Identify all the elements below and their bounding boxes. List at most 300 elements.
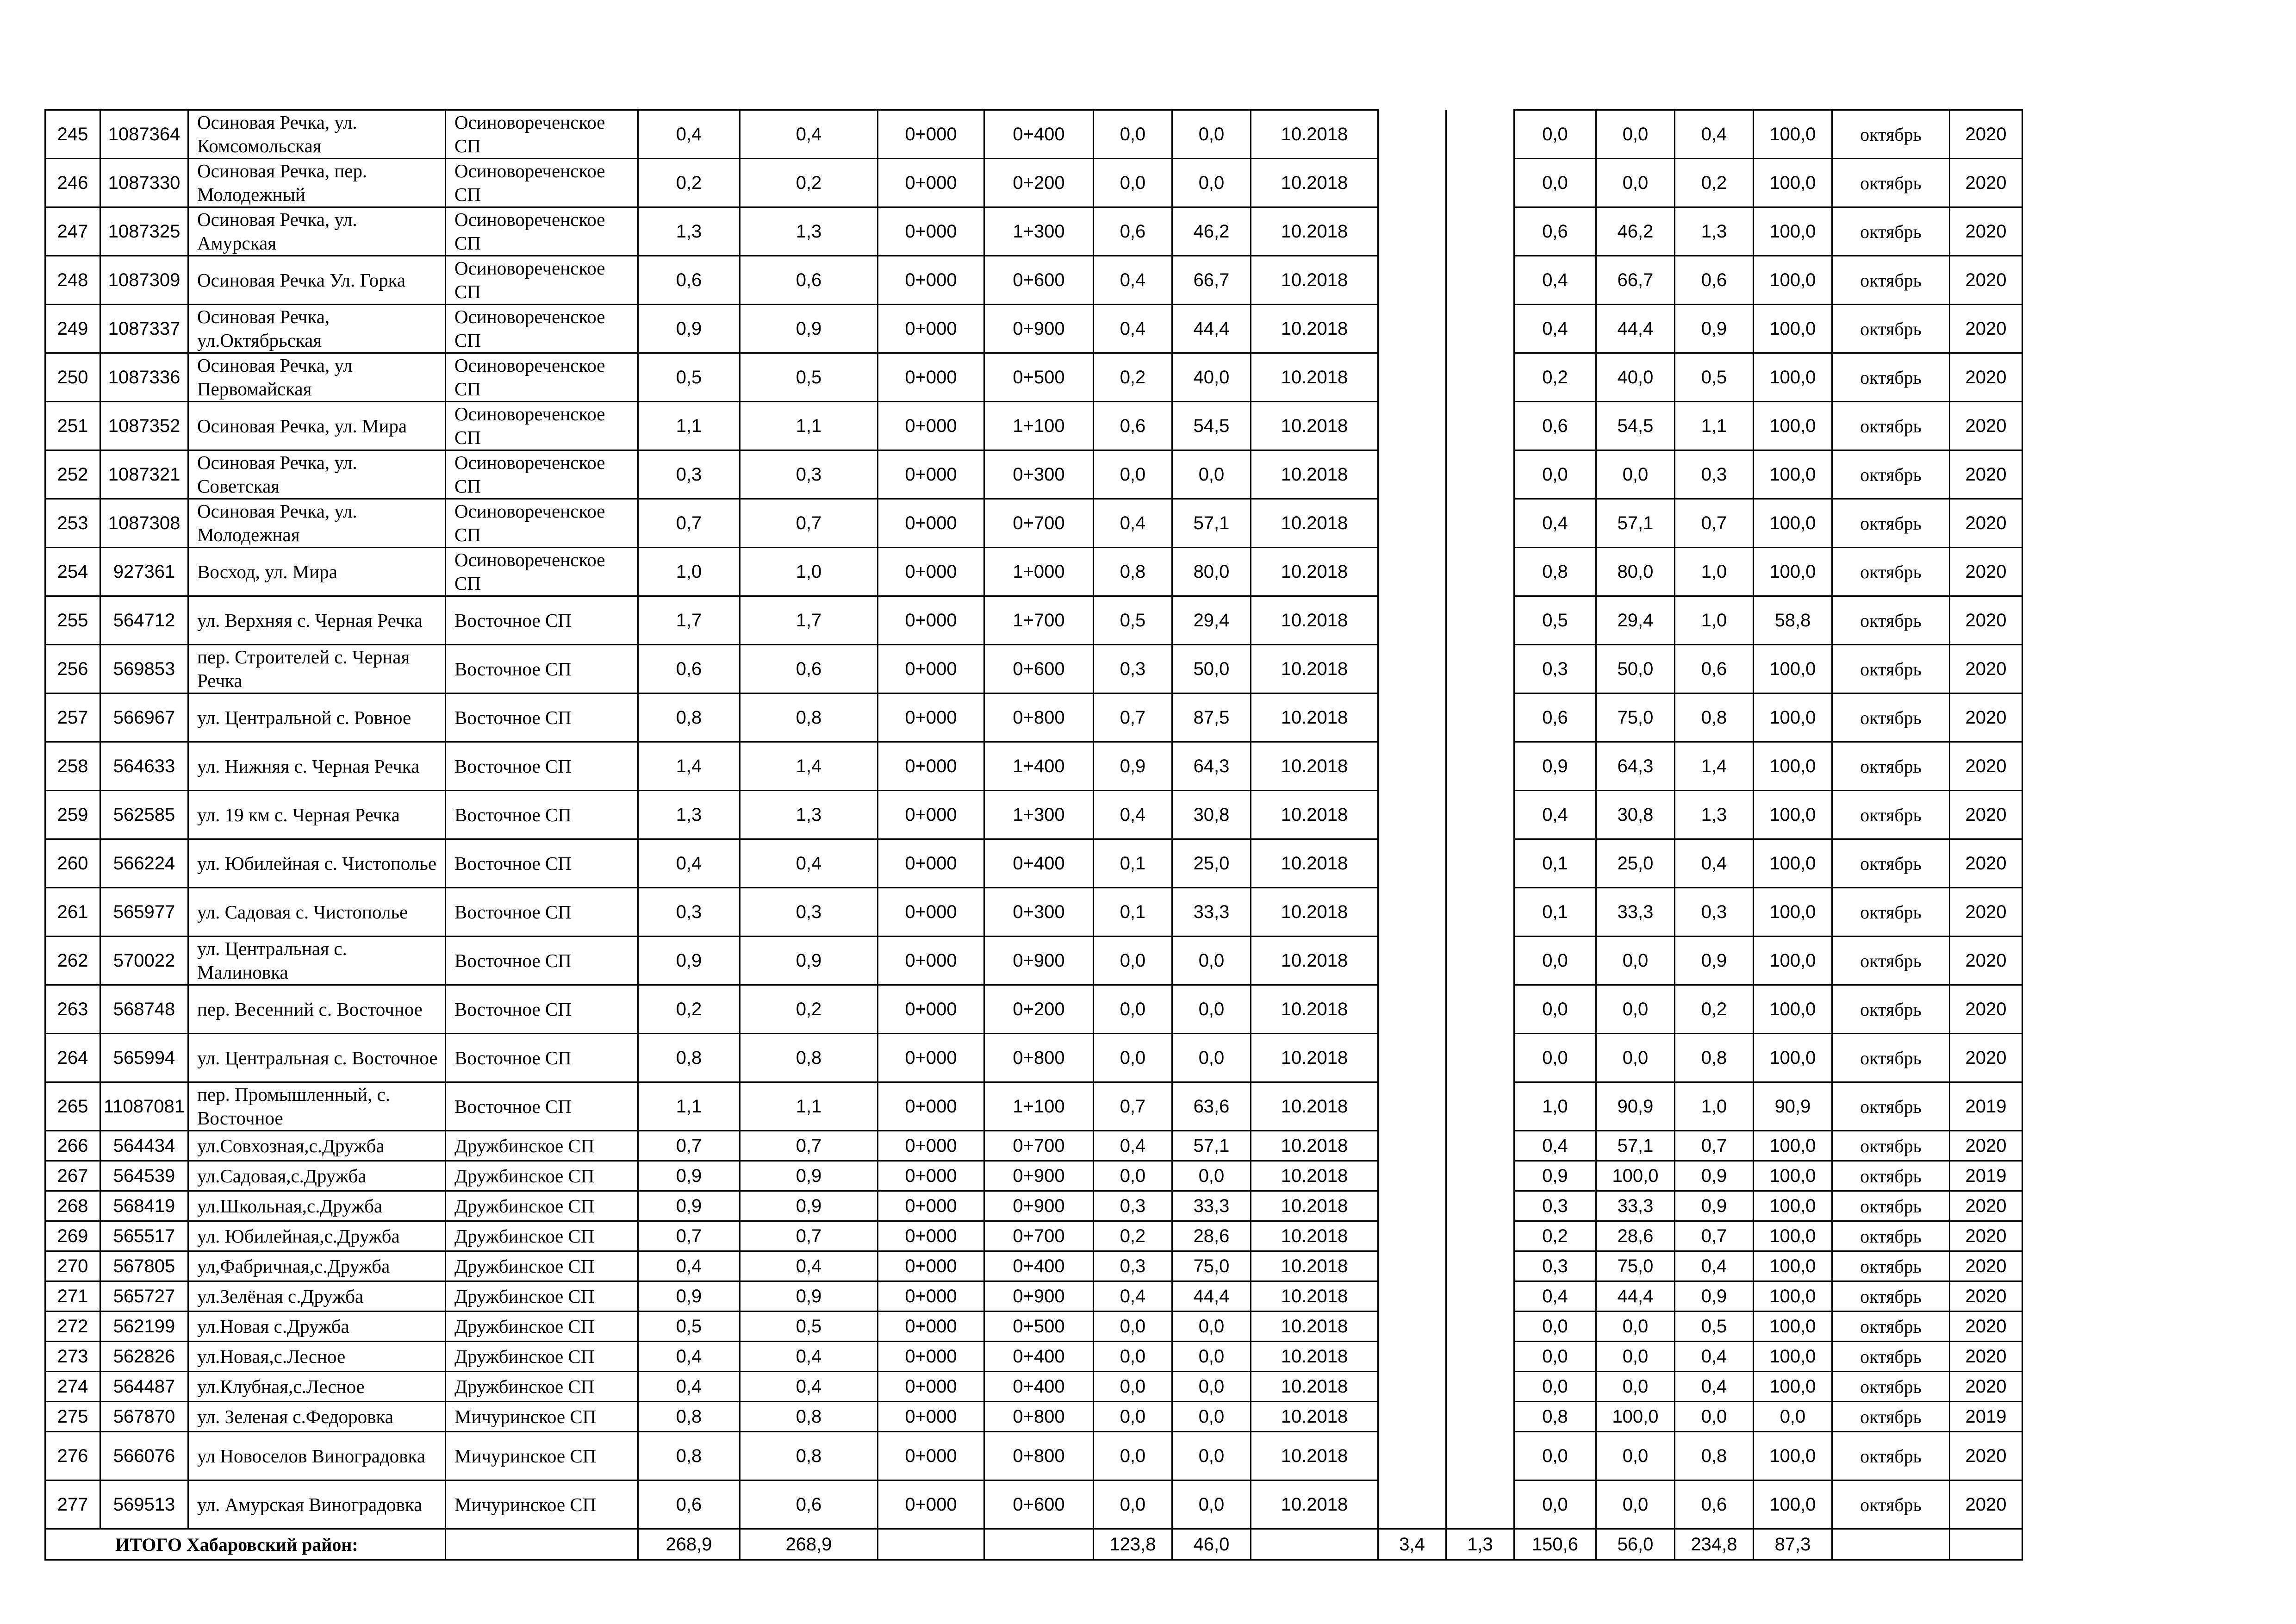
- cell-settlement: Дружбинскоe СП: [446, 1251, 638, 1281]
- cell-percent-repaired: 50,0: [1172, 645, 1251, 693]
- cell-chainage-end: 0+900: [984, 305, 1094, 353]
- cell-month: октябрь: [1832, 1281, 1950, 1312]
- cell-chainage-end: 0+700: [984, 1131, 1094, 1161]
- cell-percent-planned: 100,0: [1754, 207, 1832, 256]
- cell-chainage-end: 0+700: [984, 1221, 1094, 1251]
- cell-road-id: 1087364: [100, 110, 188, 159]
- cell-length-planned: 0,3: [1675, 450, 1754, 499]
- cell-chainage-end: 0+600: [984, 645, 1094, 693]
- cell-year: 2020: [1950, 305, 2022, 353]
- cell-road-id: 564434: [100, 1131, 188, 1161]
- cell-road-id: 565517: [100, 1221, 188, 1251]
- cell-length-normative: 0,9: [1514, 742, 1596, 791]
- cell-percent-repaired: 0,0: [1172, 1432, 1251, 1480]
- cell-settlement: Мичуринское СП: [446, 1432, 638, 1480]
- cell-length-repaired: 0,8: [1094, 548, 1172, 596]
- cell-row-number: 268: [45, 1191, 100, 1221]
- total-cell-chainage-start: [878, 1529, 984, 1560]
- cell-row-number: 263: [45, 985, 100, 1034]
- cell-percent-repaired: 0,0: [1172, 1034, 1251, 1082]
- cell-length-planned: 0,7: [1675, 1131, 1754, 1161]
- cell-road-id: 562826: [100, 1342, 188, 1372]
- cell-length-normative: 0,4: [1514, 791, 1596, 839]
- cell-length-total: 0,8: [638, 1034, 740, 1082]
- cell-percent-repaired: 63,6: [1172, 1082, 1251, 1131]
- cell-chainage-start: 0+000: [878, 1221, 984, 1251]
- total-cell-length-normative: 150,6: [1514, 1529, 1596, 1560]
- cell-chainage-start: 0+000: [878, 791, 984, 839]
- cell-month: октябрь: [1832, 1221, 1950, 1251]
- cell-road-name: ул. Центральная с. Восточное: [188, 1034, 446, 1082]
- cell-survey-date: 10.2018: [1251, 596, 1378, 645]
- cell-survey-date: 10.2018: [1251, 548, 1378, 596]
- cell-road-name: ул Новоселов Виноградовка: [188, 1432, 446, 1480]
- cell-percent-planned: 100,0: [1754, 256, 1832, 305]
- cell-percent-planned: 100,0: [1754, 499, 1832, 548]
- cell-survey-date: 10.2018: [1251, 1251, 1378, 1281]
- cell-length-repaired: 0,0: [1094, 1161, 1172, 1191]
- cell-chainage-start: 0+000: [878, 985, 984, 1034]
- cell-row-number: 254: [45, 548, 100, 596]
- total-cell-percent-planned: 87,3: [1754, 1529, 1832, 1560]
- cell-length-total: 0,7: [638, 1221, 740, 1251]
- cell-year: 2020: [1950, 1342, 2022, 1372]
- cell-road-name: Осиновая Речка, ул.Октябрьская: [188, 305, 446, 353]
- cell-extra-1: [1378, 548, 1446, 596]
- cell-row-number: 258: [45, 742, 100, 791]
- cell-length-total: 0,9: [638, 937, 740, 985]
- cell-extra-2: [1446, 937, 1514, 985]
- cell-survey-date: 10.2018: [1251, 839, 1378, 888]
- cell-extra-1: [1378, 1191, 1446, 1221]
- cell-month: октябрь: [1832, 839, 1950, 888]
- cell-row-number: 266: [45, 1131, 100, 1161]
- cell-percent-repaired: 87,5: [1172, 693, 1251, 742]
- cell-survey-date: 10.2018: [1251, 159, 1378, 207]
- cell-row-number: 246: [45, 159, 100, 207]
- cell-survey-date: 10.2018: [1251, 1082, 1378, 1131]
- cell-percent-repaired: 29,4: [1172, 596, 1251, 645]
- cell-settlement: Осиновореченское СП: [446, 499, 638, 548]
- cell-settlement: Дружбинскоe СП: [446, 1221, 638, 1251]
- cell-percent-normative: 75,0: [1596, 693, 1675, 742]
- table-row: [45, 207, 2022, 256]
- cell-length-planned: 1,0: [1675, 596, 1754, 645]
- cell-length-repaired: 0,1: [1094, 888, 1172, 937]
- cell-length-repaired: 0,4: [1094, 1131, 1172, 1161]
- cell-settlement: Дружбинскоe СП: [446, 1131, 638, 1161]
- cell-chainage-start: 0+000: [878, 548, 984, 596]
- cell-length-planned: 0,2: [1675, 985, 1754, 1034]
- cell-length-normative: 0,6: [1514, 402, 1596, 450]
- cell-row-number: 259: [45, 791, 100, 839]
- cell-road-name: ул. Юбилейная,с.Дружба: [188, 1221, 446, 1251]
- cell-extra-1: [1378, 353, 1446, 402]
- cell-extra-2: [1446, 1131, 1514, 1161]
- cell-road-id: 564633: [100, 742, 188, 791]
- cell-survey-date: 10.2018: [1251, 693, 1378, 742]
- cell-length-2: 1,4: [740, 742, 878, 791]
- cell-percent-normative: 44,4: [1596, 305, 1675, 353]
- cell-length-2: 1,1: [740, 1082, 878, 1131]
- cell-extra-2: [1446, 1161, 1514, 1191]
- cell-percent-normative: 30,8: [1596, 791, 1675, 839]
- cell-settlement: Восточное СП: [446, 937, 638, 985]
- cell-extra-2: [1446, 839, 1514, 888]
- cell-length-normative: 0,3: [1514, 645, 1596, 693]
- cell-extra-2: [1446, 256, 1514, 305]
- cell-percent-planned: 100,0: [1754, 1281, 1832, 1312]
- cell-chainage-start: 0+000: [878, 1034, 984, 1082]
- cell-percent-repaired: 0,0: [1172, 110, 1251, 159]
- cell-road-id: 562199: [100, 1312, 188, 1342]
- cell-length-2: 1,3: [740, 791, 878, 839]
- cell-extra-2: [1446, 645, 1514, 693]
- table-row: [45, 159, 2022, 207]
- cell-year: 2020: [1950, 839, 2022, 888]
- cell-percent-normative: 0,0: [1596, 985, 1675, 1034]
- cell-length-total: 1,3: [638, 207, 740, 256]
- cell-year: 2020: [1950, 499, 2022, 548]
- cell-chainage-end: 0+600: [984, 256, 1094, 305]
- cell-year: 2019: [1950, 1402, 2022, 1432]
- cell-settlement: Дружбинскоe СП: [446, 1161, 638, 1191]
- cell-row-number: 265: [45, 1082, 100, 1131]
- cell-extra-1: [1378, 159, 1446, 207]
- cell-percent-planned: 100,0: [1754, 1034, 1832, 1082]
- cell-length-normative: 0,0: [1514, 985, 1596, 1034]
- cell-percent-repaired: 0,0: [1172, 937, 1251, 985]
- cell-extra-1: [1378, 937, 1446, 985]
- cell-road-name: Осиновая Речка, пер. Молодежный: [188, 159, 446, 207]
- cell-month: октябрь: [1832, 1191, 1950, 1221]
- table-row: [45, 645, 2022, 693]
- cell-length-2: 0,6: [740, 256, 878, 305]
- cell-road-id: 568419: [100, 1191, 188, 1221]
- cell-road-id: 566967: [100, 693, 188, 742]
- cell-row-number: 262: [45, 937, 100, 985]
- cell-survey-date: 10.2018: [1251, 1161, 1378, 1191]
- cell-chainage-end: 1+400: [984, 742, 1094, 791]
- cell-length-total: 0,3: [638, 888, 740, 937]
- cell-chainage-end: 0+400: [984, 110, 1094, 159]
- cell-length-repaired: 0,0: [1094, 1034, 1172, 1082]
- cell-settlement: Восточное СП: [446, 888, 638, 937]
- cell-road-id: 564539: [100, 1161, 188, 1191]
- cell-percent-repaired: 33,3: [1172, 888, 1251, 937]
- cell-road-name: пер. Весенний с. Восточное: [188, 985, 446, 1034]
- cell-extra-2: [1446, 1034, 1514, 1082]
- cell-row-number: 255: [45, 596, 100, 645]
- cell-length-total: 0,4: [638, 1251, 740, 1281]
- cell-length-planned: 1,1: [1675, 402, 1754, 450]
- cell-month: октябрь: [1832, 1372, 1950, 1402]
- cell-month: октябрь: [1832, 791, 1950, 839]
- cell-year: 2020: [1950, 1221, 2022, 1251]
- cell-length-planned: 0,4: [1675, 1251, 1754, 1281]
- cell-length-total: 1,0: [638, 548, 740, 596]
- cell-month: октябрь: [1832, 1402, 1950, 1432]
- cell-length-normative: 0,0: [1514, 110, 1596, 159]
- cell-survey-date: 10.2018: [1251, 985, 1378, 1034]
- cell-length-repaired: 0,4: [1094, 305, 1172, 353]
- cell-chainage-end: 0+800: [984, 693, 1094, 742]
- cell-year: 2020: [1950, 1251, 2022, 1281]
- cell-chainage-end: 1+700: [984, 596, 1094, 645]
- cell-extra-2: [1446, 1281, 1514, 1312]
- cell-length-repaired: 0,5: [1094, 596, 1172, 645]
- cell-extra-1: [1378, 1402, 1446, 1432]
- cell-road-name: ул. 19 км с. Черная Речка: [188, 791, 446, 839]
- cell-percent-planned: 100,0: [1754, 888, 1832, 937]
- cell-settlement: Осиновореченское СП: [446, 548, 638, 596]
- cell-percent-planned: 100,0: [1754, 110, 1832, 159]
- cell-length-total: 0,4: [638, 1372, 740, 1402]
- cell-year: 2020: [1950, 110, 2022, 159]
- cell-chainage-end: 1+300: [984, 791, 1094, 839]
- cell-month: октябрь: [1832, 985, 1950, 1034]
- total-cell-percent-normative: 56,0: [1596, 1529, 1675, 1560]
- cell-chainage-start: 0+000: [878, 596, 984, 645]
- cell-percent-planned: 100,0: [1754, 1191, 1832, 1221]
- cell-extra-1: [1378, 791, 1446, 839]
- cell-length-normative: 0,0: [1514, 1034, 1596, 1082]
- cell-percent-repaired: 0,0: [1172, 450, 1251, 499]
- cell-chainage-start: 0+000: [878, 353, 984, 402]
- cell-survey-date: 10.2018: [1251, 1342, 1378, 1372]
- cell-extra-1: [1378, 1281, 1446, 1312]
- cell-survey-date: 10.2018: [1251, 1480, 1378, 1529]
- cell-road-name: ул. Центральной с. Ровное: [188, 693, 446, 742]
- cell-length-2: 0,9: [740, 937, 878, 985]
- cell-year: 2020: [1950, 548, 2022, 596]
- cell-length-repaired: 0,6: [1094, 207, 1172, 256]
- cell-year: 2020: [1950, 1191, 2022, 1221]
- cell-settlement: Восточное СП: [446, 596, 638, 645]
- cell-length-total: 1,7: [638, 596, 740, 645]
- cell-chainage-start: 0+000: [878, 1480, 984, 1529]
- cell-length-planned: 0,7: [1675, 499, 1754, 548]
- cell-year: 2020: [1950, 1372, 2022, 1402]
- cell-percent-planned: 100,0: [1754, 937, 1832, 985]
- cell-extra-1: [1378, 645, 1446, 693]
- cell-length-2: 1,3: [740, 207, 878, 256]
- cell-length-planned: 0,9: [1675, 1281, 1754, 1312]
- cell-length-2: 0,6: [740, 645, 878, 693]
- cell-chainage-start: 0+000: [878, 499, 984, 548]
- cell-length-2: 0,4: [740, 1372, 878, 1402]
- cell-length-repaired: 0,0: [1094, 1402, 1172, 1432]
- cell-settlement: Восточное СП: [446, 839, 638, 888]
- cell-length-total: 0,5: [638, 1312, 740, 1342]
- table-row: [45, 1480, 2022, 1529]
- cell-length-normative: 0,1: [1514, 839, 1596, 888]
- cell-month: октябрь: [1832, 1312, 1950, 1342]
- cell-percent-repaired: 54,5: [1172, 402, 1251, 450]
- cell-chainage-end: 0+300: [984, 450, 1094, 499]
- cell-length-planned: 0,4: [1675, 839, 1754, 888]
- cell-chainage-end: 1+000: [984, 548, 1094, 596]
- cell-road-id: 565727: [100, 1281, 188, 1312]
- cell-percent-planned: 100,0: [1754, 742, 1832, 791]
- cell-length-normative: 0,8: [1514, 1402, 1596, 1432]
- cell-percent-planned: 100,0: [1754, 985, 1832, 1034]
- cell-chainage-end: 0+800: [984, 1402, 1094, 1432]
- cell-length-repaired: 0,4: [1094, 256, 1172, 305]
- cell-extra-1: [1378, 1342, 1446, 1372]
- cell-settlement: Восточное СП: [446, 1082, 638, 1131]
- table-row: [45, 1312, 2022, 1342]
- cell-month: октябрь: [1832, 693, 1950, 742]
- cell-extra-2: [1446, 1342, 1514, 1372]
- cell-percent-normative: 0,0: [1596, 1342, 1675, 1372]
- cell-percent-repaired: 0,0: [1172, 1342, 1251, 1372]
- cell-row-number: 260: [45, 839, 100, 888]
- cell-length-normative: 0,4: [1514, 305, 1596, 353]
- cell-year: 2020: [1950, 353, 2022, 402]
- cell-length-normative: 0,0: [1514, 1342, 1596, 1372]
- cell-length-total: 0,7: [638, 1131, 740, 1161]
- cell-percent-normative: 0,0: [1596, 1312, 1675, 1342]
- cell-length-repaired: 0,2: [1094, 353, 1172, 402]
- cell-road-name: Осиновая Речка, ул. Мира: [188, 402, 446, 450]
- cell-length-planned: 0,5: [1675, 1312, 1754, 1342]
- cell-length-total: 0,9: [638, 305, 740, 353]
- cell-survey-date: 10.2018: [1251, 791, 1378, 839]
- cell-extra-2: [1446, 1402, 1514, 1432]
- cell-road-name: пер. Строителей с. Черная Речка: [188, 645, 446, 693]
- cell-chainage-start: 0+000: [878, 1281, 984, 1312]
- cell-length-2: 0,4: [740, 839, 878, 888]
- cell-year: 2020: [1950, 1312, 2022, 1342]
- cell-length-repaired: 0,9: [1094, 742, 1172, 791]
- cell-extra-1: [1378, 1034, 1446, 1082]
- table-row: [45, 888, 2022, 937]
- cell-survey-date: 10.2018: [1251, 402, 1378, 450]
- cell-length-normative: 0,0: [1514, 159, 1596, 207]
- table-row: [45, 1034, 2022, 1082]
- cell-length-repaired: 0,0: [1094, 1312, 1172, 1342]
- cell-length-planned: 0,9: [1675, 1191, 1754, 1221]
- cell-percent-repaired: 44,4: [1172, 305, 1251, 353]
- cell-row-number: 256: [45, 645, 100, 693]
- cell-length-normative: 0,3: [1514, 1191, 1596, 1221]
- cell-year: 2020: [1950, 888, 2022, 937]
- cell-percent-repaired: 28,6: [1172, 1221, 1251, 1251]
- cell-length-planned: 0,8: [1675, 1432, 1754, 1480]
- cell-chainage-start: 0+000: [878, 110, 984, 159]
- cell-length-planned: 0,9: [1675, 937, 1754, 985]
- cell-length-normative: 0,6: [1514, 207, 1596, 256]
- cell-extra-2: [1446, 1251, 1514, 1281]
- cell-chainage-end: 0+400: [984, 1251, 1094, 1281]
- cell-road-name: ул.Новая с.Дружба: [188, 1312, 446, 1342]
- total-cell-length-repaired: 123,8: [1094, 1529, 1172, 1560]
- cell-survey-date: 10.2018: [1251, 742, 1378, 791]
- cell-chainage-end: 1+300: [984, 207, 1094, 256]
- cell-road-name: ул. Амурская Виноградовка: [188, 1480, 446, 1529]
- cell-road-name: Осиновая Речка, ул. Амурская: [188, 207, 446, 256]
- cell-year: 2020: [1950, 645, 2022, 693]
- cell-length-repaired: 0,0: [1094, 937, 1172, 985]
- table-row: [45, 937, 2022, 985]
- cell-length-2: 0,7: [740, 1221, 878, 1251]
- cell-chainage-start: 0+000: [878, 1402, 984, 1432]
- cell-length-2: 0,2: [740, 159, 878, 207]
- cell-percent-repaired: 57,1: [1172, 499, 1251, 548]
- table-row: [45, 693, 2022, 742]
- cell-extra-1: [1378, 1082, 1446, 1131]
- cell-survey-date: 10.2018: [1251, 1402, 1378, 1432]
- cell-extra-2: [1446, 402, 1514, 450]
- cell-year: 2020: [1950, 1131, 2022, 1161]
- cell-road-name: ул. Зеленая с.Федоровка: [188, 1402, 446, 1432]
- cell-chainage-end: 0+900: [984, 1161, 1094, 1191]
- cell-percent-repaired: 0,0: [1172, 985, 1251, 1034]
- cell-length-planned: 1,0: [1675, 548, 1754, 596]
- cell-length-2: 0,8: [740, 693, 878, 742]
- cell-row-number: 247: [45, 207, 100, 256]
- cell-percent-normative: 0,0: [1596, 937, 1675, 985]
- cell-survey-date: 10.2018: [1251, 305, 1378, 353]
- cell-survey-date: 10.2018: [1251, 256, 1378, 305]
- cell-length-repaired: 0,0: [1094, 1432, 1172, 1480]
- cell-percent-normative: 54,5: [1596, 402, 1675, 450]
- total-cell-survey-date: [1251, 1529, 1378, 1560]
- cell-road-name: ул. Нижняя с. Черная Речка: [188, 742, 446, 791]
- cell-year: 2020: [1950, 159, 2022, 207]
- cell-length-normative: 0,5: [1514, 596, 1596, 645]
- cell-length-repaired: 0,1: [1094, 839, 1172, 888]
- cell-length-2: 0,9: [740, 1161, 878, 1191]
- table-row: [45, 256, 2022, 305]
- cell-chainage-end: 0+400: [984, 839, 1094, 888]
- table-row: [45, 1082, 2022, 1131]
- cell-road-id: 569513: [100, 1480, 188, 1529]
- cell-length-planned: 0,3: [1675, 888, 1754, 937]
- cell-percent-repaired: 0,0: [1172, 159, 1251, 207]
- cell-chainage-start: 0+000: [878, 402, 984, 450]
- cell-month: октябрь: [1832, 1251, 1950, 1281]
- cell-extra-2: [1446, 1312, 1514, 1342]
- cell-length-repaired: 0,7: [1094, 1082, 1172, 1131]
- cell-percent-repaired: 0,0: [1172, 1480, 1251, 1529]
- cell-percent-normative: 66,7: [1596, 256, 1675, 305]
- cell-length-2: 0,4: [740, 1251, 878, 1281]
- cell-survey-date: 10.2018: [1251, 353, 1378, 402]
- cell-road-name: ул,Фабричная,с.Дружба: [188, 1251, 446, 1281]
- cell-percent-planned: 100,0: [1754, 1312, 1832, 1342]
- cell-road-name: ул.Клубная,с.Лесное: [188, 1372, 446, 1402]
- cell-length-repaired: 0,0: [1094, 1342, 1172, 1372]
- cell-row-number: 271: [45, 1281, 100, 1312]
- cell-month: октябрь: [1832, 1161, 1950, 1191]
- cell-length-planned: 0,5: [1675, 353, 1754, 402]
- cell-row-number: 273: [45, 1342, 100, 1372]
- cell-length-planned: 0,4: [1675, 1342, 1754, 1372]
- cell-extra-2: [1446, 596, 1514, 645]
- table-row: [45, 1131, 2022, 1161]
- total-cell-extra-2: 1,3: [1446, 1529, 1514, 1560]
- cell-chainage-end: 0+900: [984, 937, 1094, 985]
- cell-extra-2: [1446, 693, 1514, 742]
- cell-extra-1: [1378, 1432, 1446, 1480]
- cell-settlement: Дружбинскоe СП: [446, 1191, 638, 1221]
- cell-length-total: 0,9: [638, 1281, 740, 1312]
- cell-chainage-start: 0+000: [878, 207, 984, 256]
- cell-survey-date: 10.2018: [1251, 645, 1378, 693]
- cell-length-normative: 1,0: [1514, 1082, 1596, 1131]
